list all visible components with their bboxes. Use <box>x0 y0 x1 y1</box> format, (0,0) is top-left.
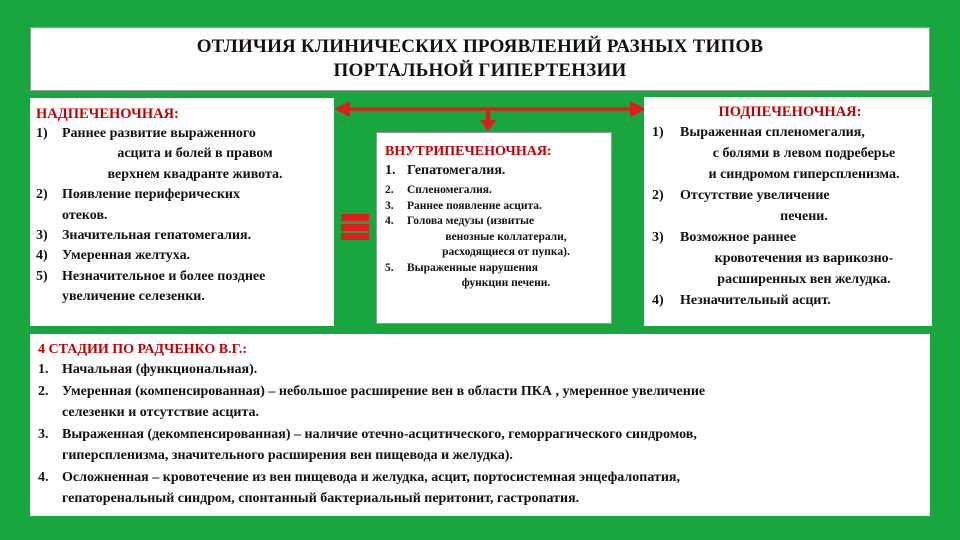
item-text: Раннее развитие выраженного <box>62 126 256 141</box>
list-item <box>36 124 328 185</box>
down-arrow-icon <box>480 109 496 131</box>
item-text: Умеренная желтуха. <box>62 248 191 264</box>
item-text: Значительная гепатомегалия. <box>62 228 252 244</box>
item-text: Возможное раннее <box>680 230 797 245</box>
item-text: увеличение селезенки. <box>62 289 205 305</box>
stages-header: 4 СТАДИИ ПО РАДЧЕНКО В.Г.: <box>38 342 248 357</box>
item-number: 2. <box>385 184 394 196</box>
stages-panel <box>30 334 930 516</box>
item-number: 4. <box>385 215 394 227</box>
connector-arrows <box>334 98 646 134</box>
list-item <box>38 467 922 510</box>
item-number: 4. <box>38 469 49 485</box>
prehepatic-list <box>36 124 328 308</box>
page-title-line-1: ОТЛИЧИЯ КЛИНИЧЕСКИХ ПРОЯВЛЕНИЙ РАЗНЫХ ТИПОВ <box>196 36 764 57</box>
item-number: 5) <box>36 268 48 284</box>
item-number: 1) <box>36 126 48 141</box>
item-text: Незначительное и более позднее <box>62 268 266 284</box>
item-text: Появление периферических <box>62 187 241 203</box>
item-text: с болями в левом подреберье <box>712 146 896 161</box>
item-text: Голова медузы (извитые <box>407 215 535 227</box>
list-item <box>36 246 328 266</box>
equals-icon <box>341 211 369 241</box>
item-text: Осложненная – кровотечение из вен пищевода и желудка, асцит, портосистемная энцефалопатия, <box>62 469 680 485</box>
item-text: гиперспленизма, значительного расширения вен пищевода и желудка). <box>62 448 513 463</box>
item-text: Выраженная (декомпенсированная) – наличие отечно-асцитического, геморрагического синдромов, <box>62 426 697 442</box>
item-text: расходящиеся от пупка). <box>442 246 570 258</box>
item-number: 4) <box>652 293 664 308</box>
item-number: 1) <box>652 125 664 140</box>
list-item <box>38 424 922 467</box>
item-text: Гепатомегалия. <box>407 163 506 178</box>
list-item <box>652 227 928 290</box>
item-text: Раннее появление асцита. <box>407 199 542 212</box>
item-number: 2. <box>38 383 49 399</box>
list-item <box>38 381 922 424</box>
item-number: 4) <box>36 248 48 264</box>
item-text: Выраженная спленомегалия, <box>680 125 865 140</box>
prehepatic-header: НАДПЕЧЕНОЧНАЯ: <box>36 106 179 122</box>
list-item <box>652 122 928 185</box>
item-number: 3. <box>38 426 49 442</box>
item-text: расширенных вен желудка. <box>717 272 891 287</box>
list-item <box>36 267 328 308</box>
item-text: отеков. <box>62 207 108 223</box>
item-text: Умеренная (компенсированная) – небольшое расширение вен в области ПКА , умеренное увеличение <box>62 383 706 399</box>
list-item <box>38 359 922 381</box>
item-text: и синдромом гиперспленизма. <box>708 167 900 182</box>
list-item <box>385 199 605 215</box>
item-text: кровотечения из варикозно- <box>714 251 894 266</box>
stages-list <box>38 359 922 510</box>
item-number: 2) <box>36 187 48 203</box>
intrahepatic-header: ВНУТРИПЕЧЕНОЧНАЯ: <box>385 144 552 159</box>
item-number: 1. <box>385 163 396 178</box>
item-number: 3) <box>36 228 48 244</box>
list-item <box>385 161 605 181</box>
list-item <box>385 214 605 261</box>
list-item <box>36 185 328 226</box>
item-text: Спленомегалия. <box>407 184 492 196</box>
intrahepatic-panel <box>376 132 612 324</box>
item-text: верхнем квадранте живота. <box>107 166 283 182</box>
item-text: гепаторенальный синдром, спонтанный бактериальный перитонит, гастропатия. <box>62 491 580 506</box>
item-number: 3. <box>385 199 394 212</box>
item-text: Отсутствие увеличение <box>680 188 830 203</box>
prehepatic-panel <box>30 98 334 326</box>
item-text: Начальная (функциональная). <box>62 362 258 377</box>
item-number: 5. <box>385 261 394 274</box>
posthepatic-panel <box>644 97 932 326</box>
item-text: функции печени. <box>461 277 551 289</box>
item-text: Выраженные нарушения <box>407 261 538 274</box>
list-item <box>385 183 605 199</box>
item-text: селезенки и отсутствие асцита. <box>62 405 260 420</box>
item-number: 3) <box>652 230 664 245</box>
list-item <box>652 185 928 227</box>
item-text: печени. <box>780 209 828 224</box>
page-title-line-2: ПОРТАЛЬНОЙ ГИПЕРТЕНЗИИ <box>333 60 627 81</box>
item-number: 2) <box>652 188 664 203</box>
item-text: Незначительный асцит. <box>680 293 831 308</box>
title-box <box>30 27 930 91</box>
item-number: 1. <box>38 362 49 377</box>
list-item <box>385 261 605 292</box>
list-item <box>652 290 928 311</box>
posthepatic-list <box>652 122 928 311</box>
intrahepatic-list <box>385 161 605 292</box>
list-item <box>36 226 328 246</box>
item-text: венозные коллатерали, <box>445 230 567 243</box>
item-text: асцита и болей в правом <box>117 146 273 162</box>
posthepatic-header: ПОДПЕЧЕНОЧНАЯ: <box>718 104 862 120</box>
